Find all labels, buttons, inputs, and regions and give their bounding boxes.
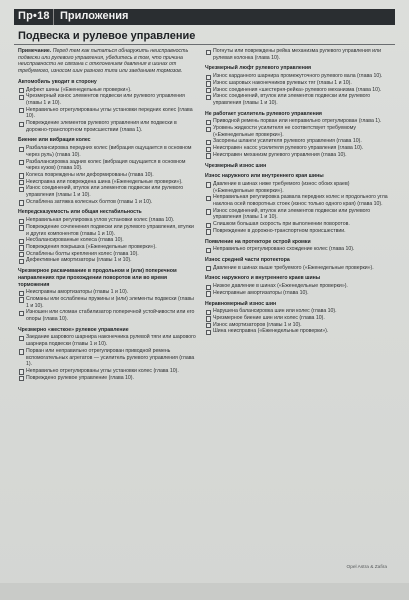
symptom-group: [205, 257, 389, 271]
symptom-group: [205, 301, 389, 336]
symptom-group: [205, 173, 389, 234]
cause-item: Порван или неправильно отрегулирован приводной ремень вспомогательных агрегатов — усилитель рулевого управления (глава 1).: [18, 348, 198, 368]
cause-item: Неисправные амортизаторы (глава 10).: [205, 290, 389, 297]
cause-item: Давление в шинах выше требуемого («Еженедельные проверки»).: [205, 265, 389, 272]
cause-item: Засорены шланги усилителя рулевого управления (глава 10).: [205, 138, 389, 145]
cause-item: Шина неисправна («Еженедельные проверки»).: [205, 328, 389, 335]
cause-item: Несбалансированные колеса (глава 10).: [18, 237, 198, 244]
cause-item: Неисправен насос усилителя рулевого управления (глава 10).: [205, 145, 389, 152]
cause-item: Разбалансировка задних колес (вибрация ощущается в основном через кузов) (глава 10).: [18, 159, 198, 172]
symptom-heading: Чрезмерное раскачивание в продольном и (или) поперечном направлениях при прохождении поворотов или во время торможения: [18, 268, 177, 288]
symptom-group: [205, 275, 389, 296]
symptom-heading: Чрезмерный люфт рулевого управления: [205, 65, 312, 72]
cause-item: Сломаны или ослаблены пружины и (или) элементы подвески (главы 1 и 10).: [18, 296, 198, 309]
page-bottom-edge: [0, 583, 409, 600]
symptom-group: [205, 163, 389, 170]
cause-item: Разбалансировка передних колес (вибрация ощущается в основном через руль) (глава 10).: [18, 145, 198, 158]
symptom-group: [18, 268, 198, 323]
cause-item: Давление в шинах ниже требуемого (износ обоих краев) («Еженедельные проверки»).: [205, 181, 389, 194]
symptom-heading: Не работает усилитель рулевого управления: [205, 110, 322, 117]
cause-item: Износ соединений, втулок или элементов подвески или рулевого управления (главы 1 и 10).: [205, 208, 389, 221]
symptom-heading: Появление на протекторе острой кромки: [205, 238, 311, 245]
cause-item: Повреждение сочленения подвески или рулевого управления, втулки и других компонентов (главы 1 и 10).: [18, 224, 198, 237]
note-label: Примечание.: [18, 48, 52, 54]
note-paragraph: [18, 48, 198, 75]
cause-item: Колеса повреждены или деформированы (глава 10).: [18, 172, 198, 179]
symptom-heading: Износ наружного и внутреннего краев шины: [205, 275, 321, 282]
cause-item: Изношен или сломан стабилизатор поперечной устойчивости или его опоры (глава 10).: [18, 309, 198, 322]
left-column: [18, 48, 198, 385]
cause-item: Дефективные амортизаторы (главы 1 и 10).: [18, 257, 198, 264]
header-divider: [53, 9, 54, 25]
cause-item: Приводной ремень порван или неправильно отрегулирован (глава 1).: [205, 118, 389, 125]
cause-item: Повреждено рулевое управление (глава 10).: [18, 375, 198, 382]
symptom-heading: Чрезмерно «жесткое» рулевое управление: [18, 326, 129, 333]
cause-item: Ослаблена затяжка колесных болтов (главы 1 и 10).: [18, 199, 198, 206]
cause-item: Уровень жидкости усилителя не соответствует требуемому («Еженедельные проверки»).: [205, 125, 389, 138]
cause-item: Неисправны амортизаторы (главы 1 и 10).: [18, 289, 198, 296]
right-column: [205, 48, 389, 339]
cause-item: Нарушена балансировка шин или колес (глава 10).: [205, 308, 389, 315]
cause-item: Дефект шины («Еженедельные проверки»).: [18, 87, 198, 94]
chapter-title: Приложения: [60, 10, 129, 22]
cause-item: Неправильная регулировка развала передних колес и продольного угла наклона осей поворотных стоек (износ только одного края) (глава 10).: [205, 194, 389, 207]
cause-item: Погнуты или повреждены рейка механизма рулевого управления или рулевая колонка (глава 10).: [205, 48, 389, 61]
symptom-group: [18, 137, 198, 205]
symptom-heading: Чрезмерный износ шин: [205, 162, 267, 169]
symptom-group: [18, 327, 198, 382]
cause-item: Неправильно отрегулированы углы установки колес (глава 10).: [18, 368, 198, 375]
symptom-group: [205, 111, 389, 159]
symptom-group: [205, 239, 389, 253]
cause-item: Износ соединений, втулок или элементов подвески или рулевого управления (главы 1 и 10).: [18, 185, 198, 198]
cause-item: Износ амортизаторов (главы 1 и 10).: [205, 322, 389, 329]
cause-item: Износ шаровых наконечников рулевых тяг (главы 1 и 10).: [205, 80, 389, 87]
cause-item: Неисправна или повреждена шина («Еженедельные проверки»).: [18, 179, 198, 186]
cause-item: Повреждение элементов рулевого управления или подвески в дорожно-транспортном происшествии (глава 1).: [18, 120, 198, 133]
cause-item: Неправильно отрегулированы углы установки передних колес (глава 10).: [18, 107, 198, 120]
page-number: Пр•18: [18, 10, 50, 22]
cause-item: Чрезмерное биение шин или колес (глава 10).: [205, 315, 389, 322]
cause-item: Неисправен механизм рулевого управления (глава 10).: [205, 152, 389, 159]
symptom-group: [205, 48, 389, 61]
symptom-heading: Неравномерный износ шин: [205, 300, 277, 307]
cause-item: Неправильно отрегулировано схождение колес (глава 10).: [205, 246, 389, 253]
symptom-heading: Износ наружного или внутреннего края шины: [205, 173, 324, 180]
symptom-heading: Износ средней части протектора: [205, 256, 290, 263]
cause-item: Чрезмерный износ элементов подвески или рулевого управления (главы 1 и 10).: [18, 93, 198, 106]
section-divider: [14, 44, 395, 45]
symptom-heading: Автомобиль уводит в сторону: [18, 78, 97, 85]
note-text: Перед тем как пытаться обнаружить неисправность подвески или рулевого управления, убедитесь в том, что причина неисправности не связана с отклонением давления в шинах от требуемого, износом шин разного типа или заеданием тормозов.: [18, 48, 189, 75]
cause-item: Слишком большая скорость при выполнении поворотов.: [205, 221, 389, 228]
section-title: Подвеска и рулевое управление: [18, 30, 196, 42]
left-symptom-list: [18, 79, 198, 382]
cause-item: Износ соединения «шестерня-рейка» рулевого механизма (глава 10).: [205, 87, 389, 94]
symptom-group: [205, 65, 389, 106]
symptom-group: [18, 79, 198, 134]
symptom-heading: Биение или вибрация колес: [18, 137, 91, 144]
right-symptom-list: [205, 48, 389, 335]
symptom-heading: Непредсказуемость или общая нестабильность: [18, 209, 142, 216]
symptom-group: [18, 209, 198, 264]
cause-item: Износ соединений, втулок или элементов подвески или рулевого управления (главы 1 и 10).: [205, 93, 389, 106]
cause-item: Износ карданного шарнира промежуточного рулевого вала (глава 10).: [205, 73, 389, 80]
cause-item: Заедание шарового шарнира наконечника рулевой тяги или шарового шарнира подвески (главы 1 и 10).: [18, 334, 198, 347]
footer-book-title: Opel Astra & Zafira: [346, 565, 387, 570]
cause-item: Повреждение в дорожно-транспортном происшествии.: [205, 228, 389, 235]
cause-item: Повреждения покрышка («Еженедельные проверки»).: [18, 244, 198, 251]
cause-item: Неправильная регулировка углов установки колес (глава 10).: [18, 217, 198, 224]
cause-item: Ослаблены болты крепления колес (глава 10).: [18, 251, 198, 258]
cause-item: Низкое давление в шинах («Еженедельные проверки»).: [205, 283, 389, 290]
